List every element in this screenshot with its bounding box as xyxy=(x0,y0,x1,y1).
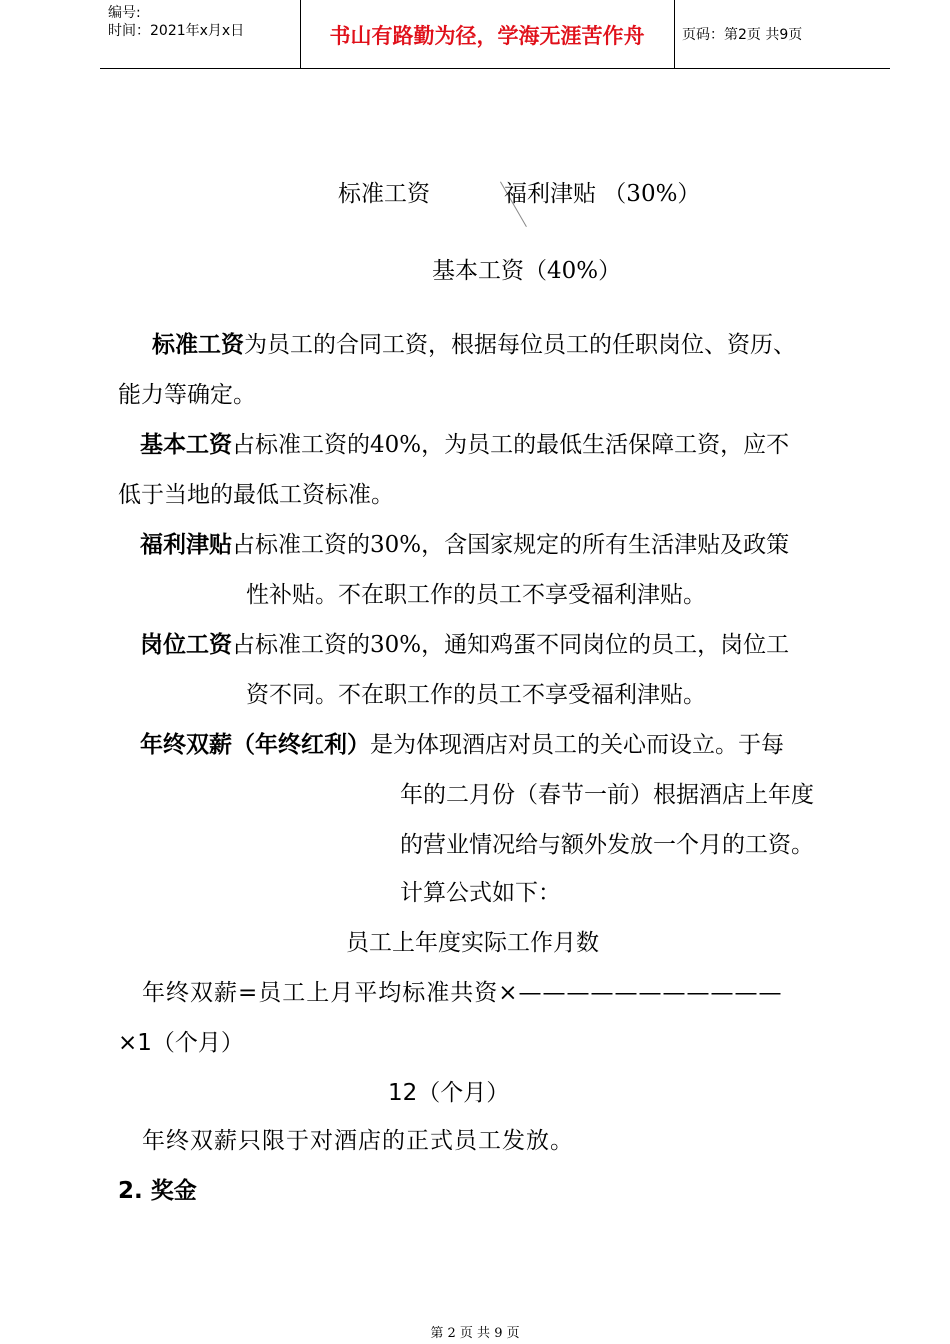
paragraph-welfare-cont: 性补贴。不在职工作的员工不享受福利津贴。 xyxy=(246,582,706,608)
formula-denominator: 12（个月） xyxy=(388,1080,510,1106)
paragraph-year-end-cont3: 计算公式如下： xyxy=(400,880,561,906)
diagram-standard-wage: 标准工资 xyxy=(338,181,430,207)
paragraph-welfare xyxy=(140,530,789,560)
term-standard-wage: 标准工资 xyxy=(152,332,244,358)
motto: 书山有路勤为径，学海无涯苦作舟 xyxy=(329,24,645,48)
paragraph-position-wage-cont: 资不同。不在职工作的员工不享受福利津贴。 xyxy=(246,682,706,708)
header-motto-cell xyxy=(300,0,675,68)
header-left-cell xyxy=(100,0,301,68)
term-year-end: 年终双薪（年终红利） xyxy=(140,732,370,758)
formula-main: 年终双薪=员工上月平均标准共资×——————————— xyxy=(142,980,783,1006)
diagram-basic-wage: 基本工资（40%） xyxy=(432,258,622,284)
text-basic-wage: 占标准工资的40%，为员工的最低生活保障工资，应不 xyxy=(232,432,790,458)
diagram-welfare: 福利津贴 （30%） xyxy=(504,181,701,207)
paragraph-standard-wage-cont: 能力等确定。 xyxy=(118,382,256,408)
paragraph-year-end-cont1: 年的二月份（春节一前）根据酒店上年度 xyxy=(400,782,814,808)
header-right-cell xyxy=(674,0,890,68)
page-footer: 第 2 页 共 9 页 xyxy=(430,1326,520,1341)
year-end-note: 年终双薪只限于对酒店的正式员工发放。 xyxy=(142,1128,574,1154)
paragraph-standard-wage xyxy=(152,330,796,360)
text-welfare: 占标准工资的30%，含国家规定的所有生活津贴及政策 xyxy=(232,532,790,558)
formula-numerator: 员工上年度实际工作月数 xyxy=(346,930,599,956)
text-position-wage: 占标准工资的30%，通知鸡蛋不同岗位的员工，岗位工 xyxy=(232,632,790,658)
term-position-wage: 岗位工资 xyxy=(140,632,232,658)
term-basic-wage: 基本工资 xyxy=(140,432,232,458)
page-label: 页码：第2页 共9页 xyxy=(682,27,803,43)
paragraph-basic-wage xyxy=(140,430,789,460)
text-year-end: 是为体现酒店对员工的关心而设立。于每 xyxy=(370,732,784,758)
paragraph-year-end-cont2: 的营业情况给与额外发放一个月的工资。 xyxy=(400,832,814,858)
paragraph-year-end xyxy=(140,730,784,760)
paragraph-basic-wage-cont: 低于当地的最低工资标准。 xyxy=(118,482,394,508)
section-heading-bonus: 2. 奖金 xyxy=(118,1178,197,1204)
term-welfare: 福利津贴 xyxy=(140,532,232,558)
formula-tail: ×1（个月） xyxy=(118,1030,244,1056)
number-label: 编号: xyxy=(108,5,141,21)
text-standard-wage: 为员工的合同工资，根据每位员工的任职岗位、资历、 xyxy=(244,332,796,358)
page-header xyxy=(100,0,890,69)
paragraph-position-wage xyxy=(140,630,789,660)
time-label: 时间：2021年x月x日 xyxy=(108,23,245,39)
